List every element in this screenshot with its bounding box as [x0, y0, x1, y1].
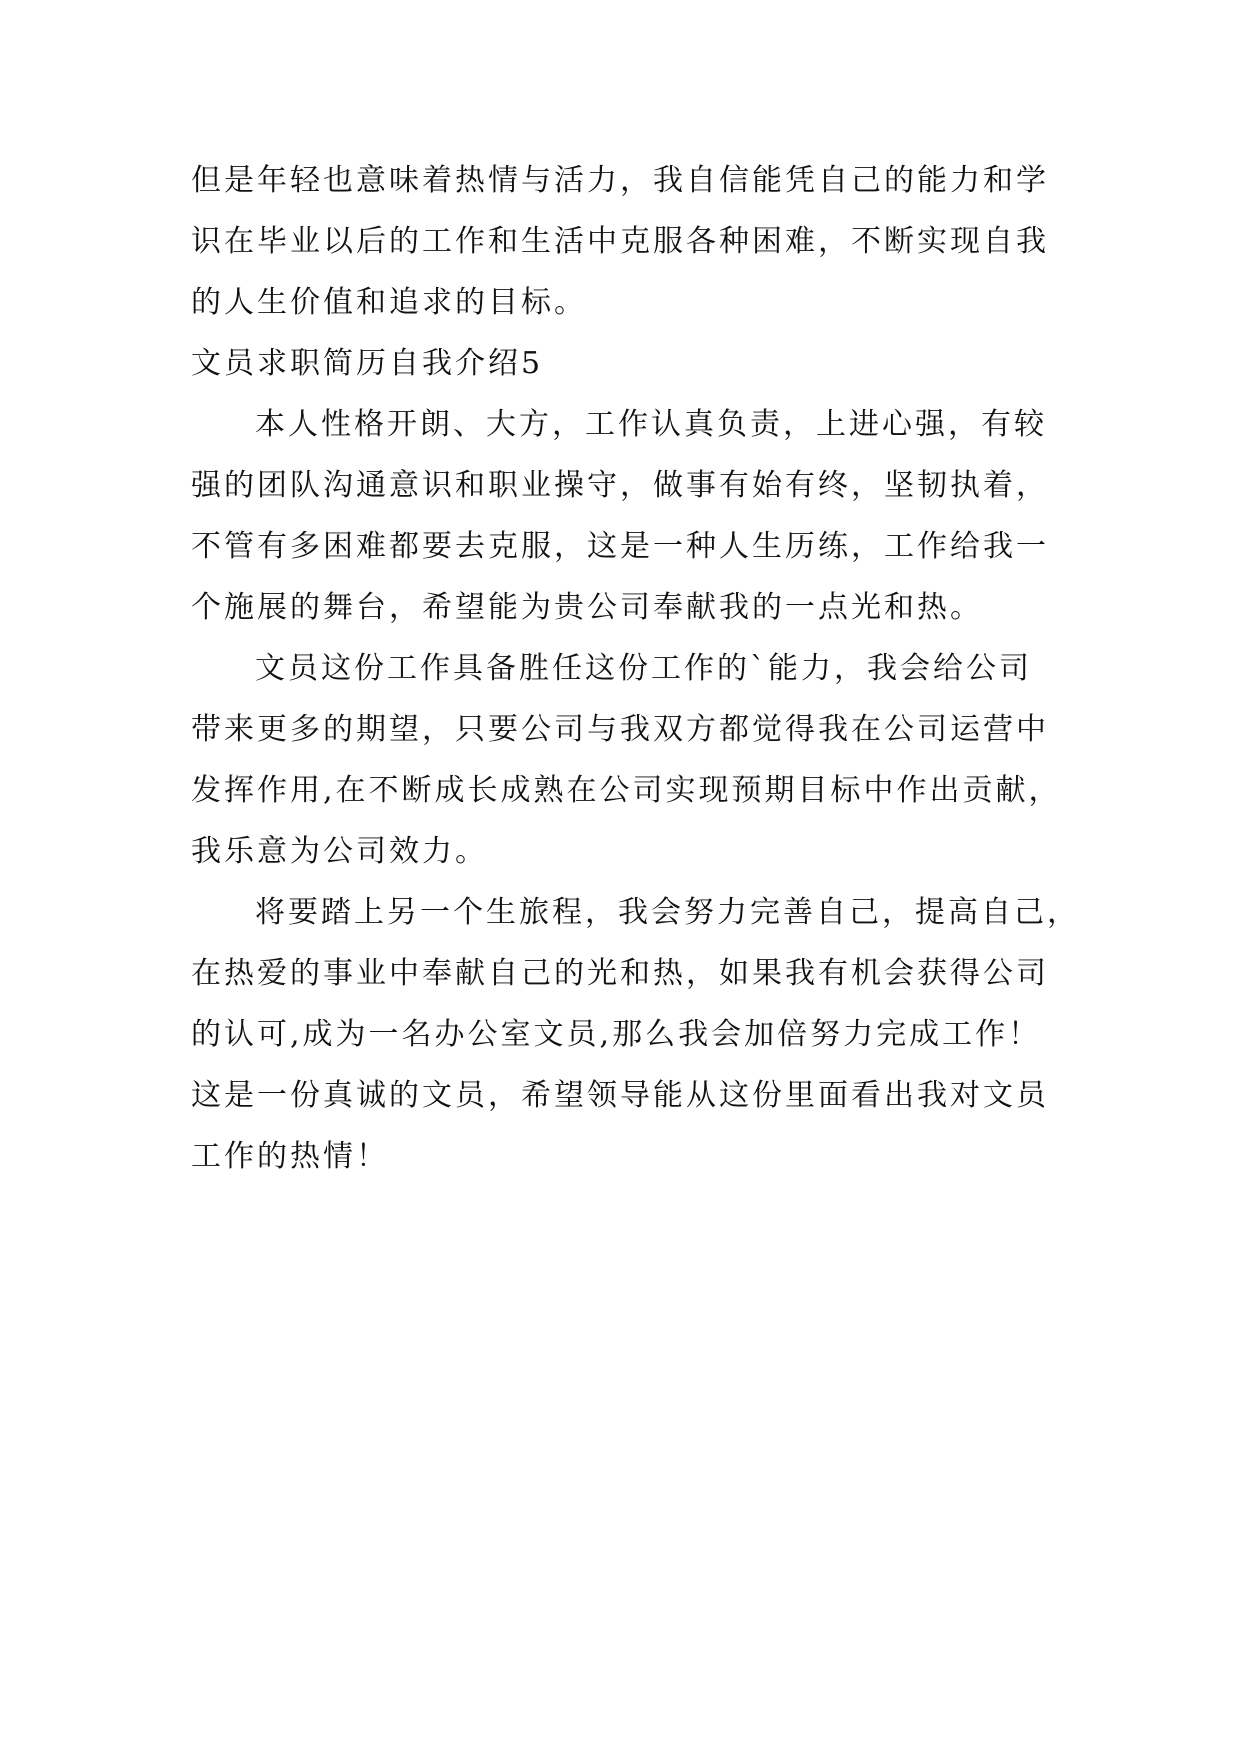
paragraph-line: 的人生价值和追求的目标。 — [191, 285, 587, 320]
paragraph-line: 带来更多的期望，只要公司与我双方都觉得我在公司运营中 — [191, 712, 1049, 747]
paragraph-line: 强的团队沟通意识和职业操守，做事有始有终，坚韧执着， — [191, 468, 1049, 503]
paragraph-line: 发挥作用,在不断成长成熟在公司实现预期目标中作出贡献， — [191, 773, 1062, 808]
paragraph-line: 的认可,成为一名办公室文员,那么我会加倍努力完成工作！ — [191, 1017, 1042, 1052]
paragraph-line: 在热爱的事业中奉献自己的光和热，如果我有机会获得公司 — [191, 956, 1049, 991]
document-body — [191, 150, 1080, 1187]
paragraph-line: 本人性格开朗、大方，工作认真负责，上进心强，有较 — [255, 407, 1047, 442]
section-heading: 文员求职简历自我介绍5 — [191, 346, 544, 381]
paragraph-line: 但是年轻也意味着热情与活力，我自信能凭自己的能力和学 — [191, 163, 1049, 198]
paragraph-line: 这是一份真诚的文员，希望领导能从这份里面看出我对文员 — [191, 1078, 1049, 1113]
paragraph-line: 文员这份工作具备胜任这份工作的`能力，我会给公司 — [255, 651, 1032, 686]
paragraph-line: 识在毕业以后的工作和生活中克服各种困难，不断实现自我 — [191, 224, 1049, 259]
paragraph-line: 我乐意为公司效力。 — [191, 834, 488, 869]
paragraph-line: 不管有多困难都要去克服，这是一种人生历练，工作给我一 — [191, 529, 1049, 564]
paragraph-line: 个施展的舞台，希望能为贵公司奉献我的一点光和热。 — [191, 590, 983, 625]
paragraph-line: 将要踏上另一个生旅程，我会努力完善自己，提高自己， — [255, 895, 1080, 930]
paragraph-line: 工作的热情！ — [191, 1139, 389, 1174]
